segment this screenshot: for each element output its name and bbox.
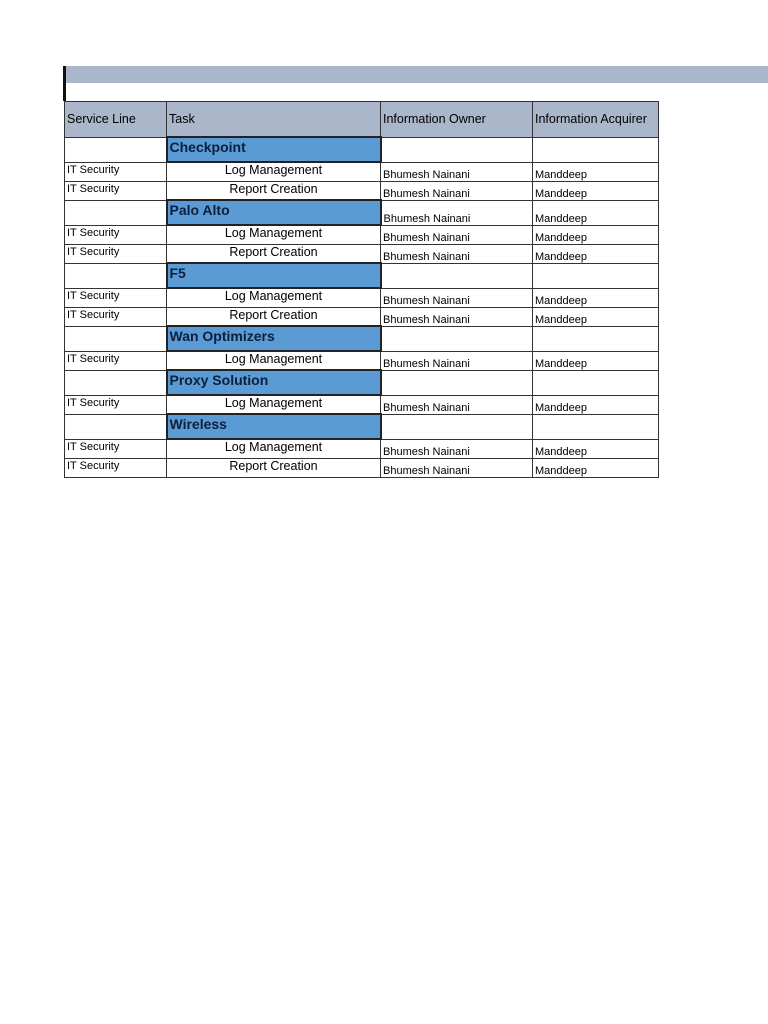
service-line-cell: IT Security [65,225,167,244]
owner-cell [381,326,533,351]
owner-cell: Bhumesh Nainani [381,307,533,326]
owner-cell [381,414,533,439]
owner-cell [381,137,533,162]
table-row [65,244,659,263]
service-line-cell: IT Security [65,395,167,414]
table-row [65,181,659,200]
table-row [65,439,659,458]
service-line-cell [65,200,167,225]
acquirer-cell: Manddeep [533,351,659,370]
task-cell: Log Management [167,351,381,370]
acquirer-cell [533,263,659,288]
acquirer-cell: Manddeep [533,200,659,225]
owner-cell: Bhumesh Nainani [381,288,533,307]
header-information-owner: Information Owner [381,102,533,138]
category-row [65,326,659,351]
table-row [65,395,659,414]
category-cell: F5 [167,263,381,288]
owner-cell: Bhumesh Nainani [381,225,533,244]
service-line-cell: IT Security [65,288,167,307]
acquirer-cell: Manddeep [533,395,659,414]
owner-cell: Bhumesh Nainani [381,351,533,370]
category-cell: Wireless [167,414,381,439]
owner-cell: Bhumesh Nainani [381,395,533,414]
category-cell: Wan Optimizers [167,326,381,351]
category-row [65,137,659,162]
category-cell: Palo Alto [167,200,381,225]
header-service-line: Service Line [65,102,167,138]
header-row [65,102,659,138]
task-cell: Report Creation [167,458,381,477]
header-information-acquirer: Information Acquirer [533,102,659,138]
owner-cell: Bhumesh Nainani [381,200,533,225]
owner-cell: Bhumesh Nainani [381,458,533,477]
service-line-cell: IT Security [65,307,167,326]
task-cell: Log Management [167,395,381,414]
acquirer-cell: Manddeep [533,458,659,477]
owner-cell [381,370,533,395]
acquirer-cell: Manddeep [533,307,659,326]
acquirer-cell: Manddeep [533,288,659,307]
owner-cell: Bhumesh Nainani [381,439,533,458]
service-line-cell: IT Security [65,181,167,200]
acquirer-cell: Manddeep [533,181,659,200]
category-cell: Proxy Solution [167,370,381,395]
owner-cell: Bhumesh Nainani [381,181,533,200]
task-table [64,101,659,478]
task-cell: Report Creation [167,181,381,200]
acquirer-cell: Manddeep [533,225,659,244]
table-row [65,351,659,370]
service-line-cell [65,263,167,288]
service-line-cell: IT Security [65,458,167,477]
task-cell: Report Creation [167,307,381,326]
table-row [65,225,659,244]
table-row [65,458,659,477]
acquirer-cell [533,370,659,395]
category-row [65,414,659,439]
acquirer-cell [533,137,659,162]
owner-cell: Bhumesh Nainani [381,162,533,181]
service-line-cell: IT Security [65,351,167,370]
category-row [65,200,659,225]
cell-cursor-edge [63,66,66,101]
service-line-cell [65,137,167,162]
acquirer-cell: Manddeep [533,162,659,181]
task-cell: Log Management [167,439,381,458]
service-line-cell: IT Security [65,439,167,458]
table-row [65,307,659,326]
acquirer-cell [533,414,659,439]
category-row [65,370,659,395]
owner-cell [381,263,533,288]
service-line-cell: IT Security [65,244,167,263]
task-cell: Report Creation [167,244,381,263]
table-row [65,288,659,307]
task-cell: Log Management [167,162,381,181]
header-task: Task [167,102,381,138]
title-bar [64,66,768,83]
task-cell: Log Management [167,288,381,307]
service-line-cell [65,414,167,439]
category-cell: Checkpoint [167,137,381,162]
acquirer-cell [533,326,659,351]
acquirer-cell: Manddeep [533,439,659,458]
service-line-cell [65,370,167,395]
service-line-cell: IT Security [65,162,167,181]
table-row [65,162,659,181]
service-line-cell [65,326,167,351]
category-row [65,263,659,288]
acquirer-cell: Manddeep [533,244,659,263]
task-cell: Log Management [167,225,381,244]
owner-cell: Bhumesh Nainani [381,244,533,263]
